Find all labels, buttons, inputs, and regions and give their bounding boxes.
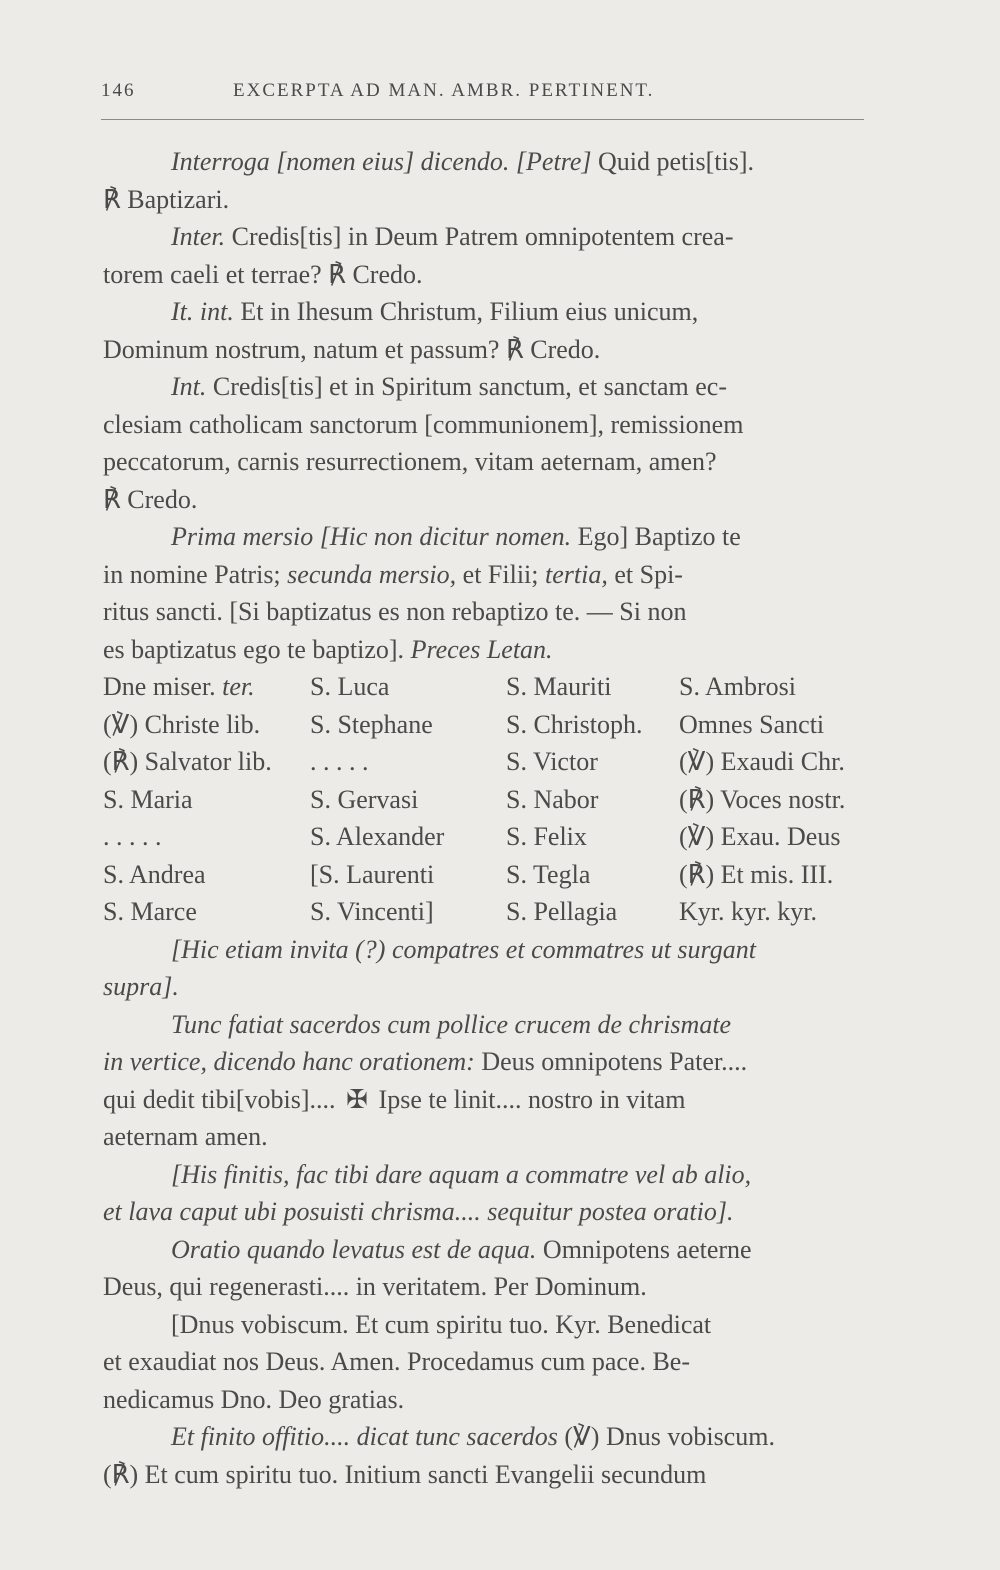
- litany-cell: . . . . .: [310, 747, 369, 776]
- rubric-tertia: tertia,: [545, 559, 608, 589]
- litany-cell: (℣) Christe lib.: [103, 709, 261, 739]
- text-baptizari: ℟ Baptizari.: [103, 184, 230, 214]
- rubric-oratio: Oratio quando levatus est de aqua.: [171, 1234, 537, 1264]
- text-regenerasti: Deus, qui regenerasti.... in veritatem. Per Dominum.: [103, 1272, 647, 1301]
- text-deus-omnipotens: Deus omnipotens Pater....: [474, 1047, 748, 1076]
- litany-cell: S. Gervasi: [310, 784, 419, 814]
- header-rule: [101, 119, 864, 120]
- paragraph-hic-etiam: [103, 931, 875, 1006]
- rubric-in-vertice: in vertice, dicendo hanc orationem:: [103, 1047, 475, 1076]
- litany-cell: S. Tegla: [506, 859, 591, 889]
- litany-cell: S. Maria: [103, 784, 193, 814]
- paragraph-prima-mersio: [103, 518, 875, 668]
- litany-cell: (℣) Exau. Deus: [679, 822, 841, 851]
- running-title: EXCERPTA AD MAN. AMBR. PERTINENT.: [233, 80, 655, 101]
- litany-row: [103, 781, 875, 819]
- paragraph-tunc-fatiat: [103, 1006, 875, 1156]
- litany-row: [103, 856, 875, 894]
- paragraph-dnus-vobiscum: [103, 1306, 875, 1419]
- litany-cell: [S. Laurenti: [310, 859, 435, 889]
- litany-row: [103, 893, 875, 931]
- litany-cell: Dne miser. ter.: [103, 672, 255, 701]
- rubric-it-int: It. int.: [171, 297, 234, 326]
- litany-row: [103, 818, 875, 856]
- paragraph-ihesum: [103, 293, 875, 368]
- text-ritus-sancti: ritus sancti. [Si baptizatus es non rebaptizo te. — Si non: [103, 597, 687, 626]
- text-filii: et Filii;: [456, 559, 545, 589]
- rubric-hic-etiam: [Hic etiam invita (?) compatres et commatres ut surgant: [171, 934, 756, 964]
- text-quid-petis: Quid petis[tis].: [591, 147, 755, 176]
- body-text: [103, 143, 875, 1493]
- rubric-tunc-fatiat: Tunc fatiat sacerdos cum pollice crucem de chrismate: [171, 1009, 732, 1039]
- text-ipse-te-linit: Ipse te linit.... nostro in vitam: [372, 1084, 686, 1114]
- text-qui-dedit: qui dedit tibi[vobis]....: [103, 1084, 343, 1114]
- rubric-et-lava: et lava caput ubi posuisti chrisma.... sequitur postea oratio].: [103, 1197, 734, 1226]
- cross-icon: ✠: [346, 1084, 368, 1114]
- litany-cell: S. Luca: [310, 672, 390, 701]
- text-peccatorum: peccatorum, carnis resurrectionem, vitam aeternam, amen?: [103, 447, 717, 476]
- rubric-preces-letan: Preces Letan.: [410, 634, 553, 664]
- litany-row: [103, 668, 875, 706]
- text-creatorem: torem caeli et terrae? ℟ Credo.: [103, 259, 423, 289]
- litany-cell: S. Nabor: [506, 784, 599, 814]
- litany-row: [103, 743, 875, 781]
- litany-table: [103, 668, 875, 931]
- text-benedicamus: nedicamus Dno. Deo gratias.: [103, 1384, 405, 1414]
- text-es-baptizatus: es baptizatus ego te baptizo].: [103, 634, 411, 664]
- text-exaudiat: et exaudiat nos Deus. Amen. Procedamus cum pace. Be-: [103, 1347, 690, 1376]
- litany-cell: S. Christoph.: [506, 709, 643, 739]
- rubric-inter: Inter.: [171, 222, 226, 251]
- litany-cell: Kyr. kyr. kyr.: [679, 897, 817, 926]
- rubric-his-finitis: [His finitis, fac tibi dare aquam a commatre vel ab alio,: [171, 1159, 752, 1189]
- paragraph-interroga: [103, 143, 875, 218]
- litany-row: [103, 706, 875, 744]
- text-ecclesiam: clesiam catholicam sanctorum [communionem], remissionem: [103, 409, 744, 439]
- litany-cell: S. Ambrosi: [679, 672, 797, 701]
- litany-cell: S. Felix: [506, 822, 587, 851]
- litany-cell: S. Stephane: [310, 709, 433, 739]
- litany-cell: S. Marce: [103, 897, 197, 926]
- text-spi: et Spi-: [607, 559, 683, 589]
- text-dominum: Dominum nostrum, natum et passum? ℟ Credo.: [103, 334, 601, 364]
- rubric-secunda: secunda mersio,: [287, 559, 457, 589]
- paragraph-et-finito: [103, 1418, 875, 1493]
- text-in-nomine: in nomine Patris;: [103, 559, 288, 589]
- paragraph-spiritum: [103, 368, 875, 518]
- litany-cell: S. Victor: [506, 747, 598, 776]
- text-baptizo: Ego] Baptizo te: [571, 522, 741, 551]
- litany-cell: (℟) Et mis. III.: [679, 859, 834, 889]
- page-header: [101, 76, 874, 110]
- text-credis-patrem: Credis[tis] in Deum Patrem omnipotentem crea-: [225, 222, 734, 251]
- litany-cell: . . . . .: [103, 822, 162, 851]
- text-dnus-vobiscum: [Dnus vobiscum. Et cum spiritu tuo. Kyr. Benedicat: [171, 1309, 712, 1339]
- litany-cell: (℟) Voces nostr.: [679, 784, 846, 814]
- paragraph-oratio: [103, 1231, 875, 1306]
- text-aeternam-amen: aeternam amen.: [103, 1122, 268, 1151]
- paragraph-his-finitis: [103, 1156, 875, 1231]
- text-credo: ℟ Credo.: [103, 484, 198, 514]
- paragraph-credis-patrem: [103, 218, 875, 293]
- text-spiritum: Credis[tis] et in Spiritum sanctum, et sanctam ec-: [206, 372, 727, 401]
- litany-cell: (℣) Exaudi Chr.: [679, 747, 845, 776]
- text-dnus-vobiscum-2: (℣) Dnus vobiscum.: [557, 1422, 775, 1451]
- litany-cell: S. Vincenti]: [310, 897, 434, 926]
- rubric-et-finito: Et finito offitio.... dicat tunc sacerdos: [171, 1422, 558, 1451]
- rubric-interroga: Interroga [nomen eius] dicendo. [Petre]: [171, 147, 592, 176]
- litany-cell: S. Mauriti: [506, 672, 612, 701]
- page-number: 146: [101, 80, 136, 101]
- text-initium: (℟) Et cum spiritu tuo. Initium sancti Evangelii secundum: [103, 1459, 707, 1489]
- litany-cell: (℟) Salvator lib.: [103, 747, 272, 776]
- litany-cell: S. Pellagia: [506, 897, 618, 926]
- text-ihesum: Et in Ihesum Christum, Filium eius unicum,: [233, 297, 699, 326]
- text-omnipotens: Omnipotens aeterne: [536, 1234, 752, 1264]
- litany-cell: Omnes Sancti: [679, 709, 825, 739]
- rubric-int: Int.: [171, 372, 207, 401]
- litany-cell: S. Alexander: [310, 822, 445, 851]
- rubric-supra: supra].: [103, 972, 179, 1001]
- litany-cell: S. Andrea: [103, 859, 206, 889]
- rubric-prima-mersio: Prima mersio [Hic non dicitur nomen.: [171, 522, 572, 551]
